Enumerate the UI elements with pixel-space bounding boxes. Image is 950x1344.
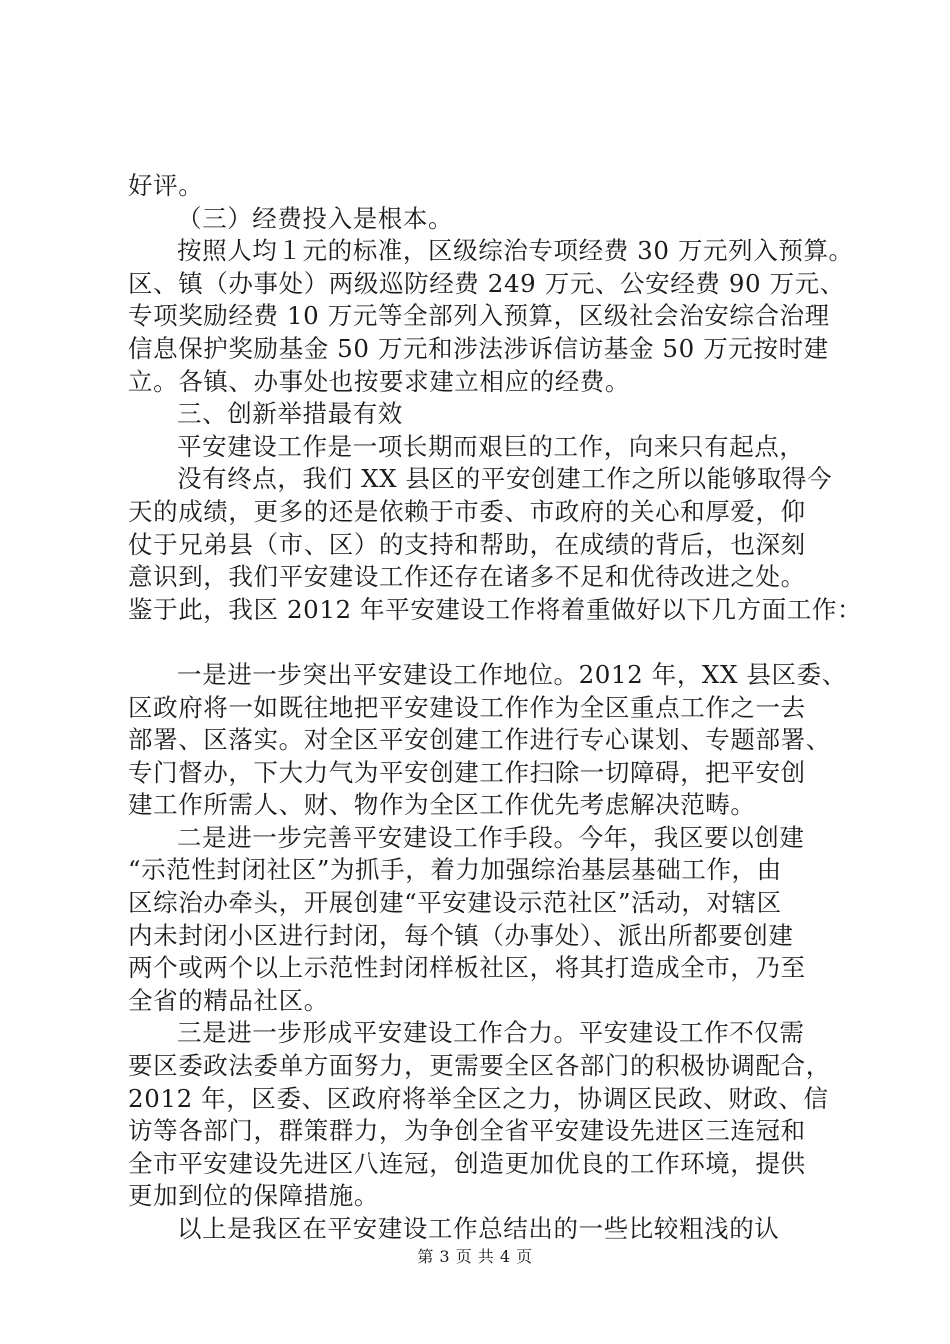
text-line: 部署、区落实。对全区平安创建工作进行专心谋划、专题部署、 [128,725,831,755]
text-line: 按照人均１元的标准，区级综治专项经费 30 万元列入预算。 [177,236,854,266]
text-line: 意识到，我们平安建设工作还存在诸多不足和优待改进之处。 [128,562,806,592]
text-line: “示范性封闭社区”为抓手，着力加强综治基层基础工作，由 [128,855,782,885]
text-line: 三、创新举措最有效 [177,399,403,429]
text-line: 没有终点，我们 XX 县区的平安创建工作之所以能够取得今 [177,464,833,494]
text-line: 区综治办牵头，开展创建“平安建设示范社区”活动，对辖区 [128,888,782,918]
text-line: 天的成绩，更多的还是依赖于市委、市政府的关心和厚爱，仰 [128,496,806,526]
text-line: 三是进一步形成平安建设工作合力。平安建设工作不仅需 [177,1018,805,1048]
text-line: 全市平安建设先进区八连冠，创造更加优良的工作环境，提供 [128,1148,806,1178]
text-line: 全省的精品社区。 [128,985,329,1015]
text-line: 区、镇（办事处）两级巡防经费 249 万元、公安经费 90 万元、 [128,268,845,298]
text-line: （三）经费投入是根本。 [177,203,454,233]
text-line: 立。各镇、办事处也按要求建立相应的经费。 [128,366,630,396]
text-line: 仗于兄弟县（市、区）的支持和帮助，在成绩的背后，也深刻 [128,529,806,559]
text-line: 平安建设工作是一项长期而艰巨的工作，向来只有起点， [177,431,805,461]
text-line: 二是进一步完善平安建设工作手段。今年，我区要以创建 [177,822,805,852]
text-line: 两个或两个以上示范性封闭样板社区，将其打造成全市，乃至 [128,953,806,983]
text-line: 要区委政法委单方面努力，更需要全区各部门的积极协调配合， [128,1051,831,1081]
text-line: 好评。 [128,171,204,200]
text-line: 区政府将一如既往地把平安建设工作作为全区重点工作之一去 [128,692,806,722]
text-line: 以上是我区在平安建设工作总结出的一些比较粗浅的认 [177,1214,780,1243]
text-line: 专门督办，下大力气为平安创建工作扫除一切障碍，把平安创 [128,757,806,787]
page-footer: 第 3 页 共 4 页 [417,1247,533,1266]
text-line: 访等各部门，群策群力，为争创全省平安建设先进区三连冠和 [128,1116,806,1146]
text-line: 一是进一步突出平安建设工作地位。2012 年，XX 县区委、 [177,659,847,689]
text-line: 专项奖励经费 10 万元等全部列入预算，区级社会治安综合治理 [128,301,830,331]
text-line: 鉴于此，我区 2012 年平安建设工作将着重做好以下几方面工作： [128,594,863,624]
text-line: 信息保护奖励基金 50 万元和涉法涉诉信访基金 50 万元按时建 [128,333,829,363]
text-line: 建工作所需人、财、物作为全区工作优先考虑解决范畴。 [128,790,756,820]
text-line: 内未封闭小区进行封闭，每个镇（办事处）、派出所都要创建 [128,920,794,950]
document-body [128,170,863,1246]
blank-line [128,626,848,659]
text-line: 2012 年，区委、区政府将举全区之力，协调区民政、财政、信 [128,1083,829,1113]
text-line: 更加到位的保障措施。 [128,1181,379,1211]
